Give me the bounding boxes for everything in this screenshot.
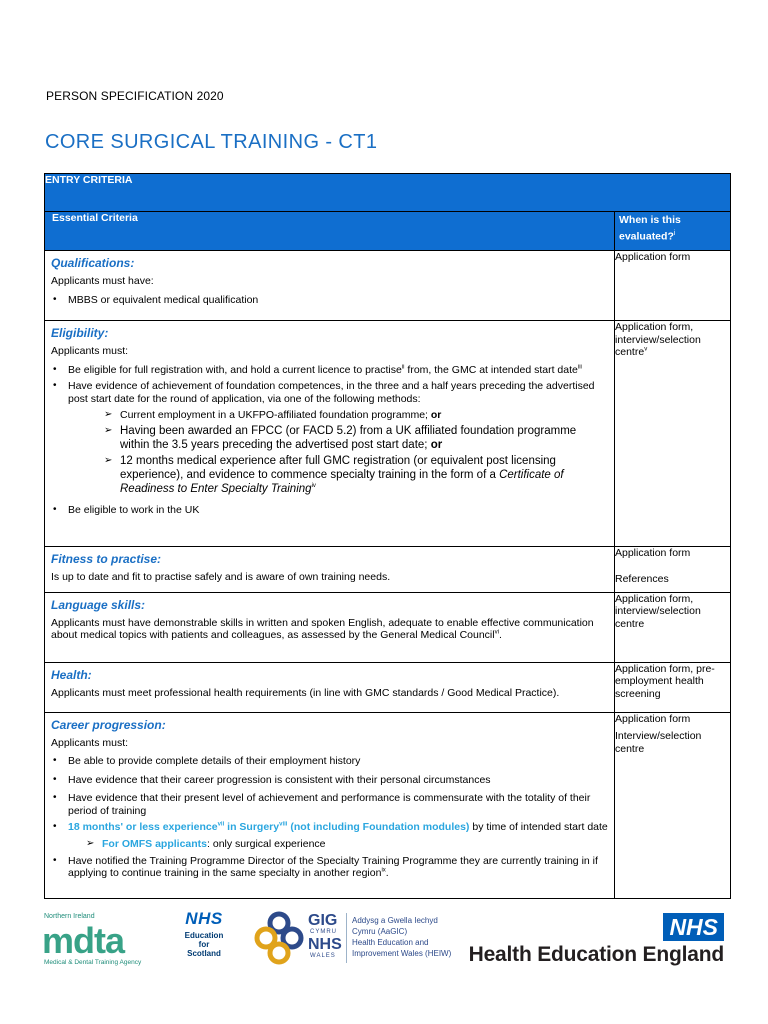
- mdta-logo: Northern Ireland mdta Medical & Dental Training Agency: [42, 913, 142, 966]
- career-title: Career progression:: [51, 717, 166, 732]
- list-item: ➢ For OMFS applicants: only surgical experience: [102, 837, 608, 851]
- health-evaluated: Application form, pre-employment health screening: [615, 662, 731, 712]
- fitness-evaluated: Application form References: [615, 547, 731, 593]
- list-item: • Be eligible to work in the UK: [68, 504, 608, 517]
- qualifications-evaluated: Application form: [615, 251, 731, 321]
- career-evaluated: Application form Interview/selection centre: [615, 712, 731, 898]
- list-item: • 18 months' or less experience$^{vii}$ in Surgery$^{viii}$ (not including Foundation modules) by time of intended start date ➢ For OMFS applicants: only surgical experience: [68, 821, 608, 851]
- heiw-logo: GIG CYMRU NHS WALES Addysg a Gwella Iechyd Cymru (AaGIC) Health Education and Improvement Wales (HEIW): [254, 907, 484, 973]
- list-item: • Have evidence that their career progression is consistent with their personal circumstances: [68, 774, 608, 787]
- health-row: [45, 662, 731, 712]
- list-item: ➢ 12 months medical experience after full GMC registration (or equivalent post licensing experience), and evidence to commence specialty training in the form of a Certificate of Readiness to Enter Specialty Training$^{iv}$: [120, 454, 608, 496]
- language-title: Language skills:: [51, 597, 146, 612]
- eligibility-title: Eligibility:: [51, 326, 109, 340]
- career-row: [45, 712, 731, 898]
- person-specification-table: [44, 173, 731, 899]
- language-row: [45, 592, 731, 662]
- fitness-text: Is up to date and fit to practise safely and is aware of own training needs.: [51, 571, 391, 583]
- evaluated-header: When is this evaluated?$^i$: [615, 212, 731, 251]
- health-title: Health:: [51, 667, 92, 682]
- qualifications-title: Qualifications:: [51, 256, 135, 270]
- list-item: • MBBS or equivalent medical qualification: [68, 294, 608, 307]
- essential-criteria-header: Essential Criteria: [45, 212, 615, 251]
- document-title: CORE SURGICAL TRAINING - CT1: [45, 131, 378, 153]
- list-item: • Have evidence of achievement of foundation competences, in the three and a half years preceding the advertised post start date for the round of application, via one of the following methods: ➢ Current employment in a UKFPO-affiliated foundation programme; or ➢ Having been awarded an FPCC (or FACD 5.2) from a UK affiliated foundation programme within the 3.5 years preceding the advertised post start date; or ➢ 12 months medical experience after full GMC registration (or equivalent post licensing experience), and evidence to commence specialty training in the form of a Certificate of Readiness to Enter Specialty Training$^{iv}$: [68, 380, 608, 496]
- list-item: ➢ Current employment in a UKFPO-affiliated foundation programme; or: [120, 408, 608, 422]
- fitness-row: [45, 547, 731, 593]
- language-evaluated: Application form, interview/selection centre: [615, 592, 731, 662]
- language-text: Applicants must have demonstrable skills in written and spoken English, adequate to enable effective communication about medical topics with patients and colleagues, as assessed by the General Medical Council$^{vi}$.: [51, 616, 594, 641]
- document-heading: PERSON SPECIFICATION 2020: [46, 89, 224, 103]
- health-text: Applicants must meet professional health requirements (in line with GMC standards / Good Medical Practice).: [51, 686, 560, 699]
- list-item: ➢ Having been awarded an FPCC (or FACD 5.2) from a UK affiliated foundation programme within the 3.5 years preceding the advertised post start date; or: [120, 424, 608, 452]
- logo-footer: Northern Ireland mdta Medical & Dental Training Agency NHS Education for Scotland GIG CYMRU NHS WALES Addysg a Gwella Iechyd Cymru (AaGIC) Health Education and Improvement Wales (HEIW) NHS Health Education England: [0, 905, 768, 985]
- eligibility-evaluated: Application form, interview/selection centre$^v$: [615, 321, 731, 547]
- eligibility-intro: Applicants must:: [51, 345, 129, 357]
- eligibility-row: [45, 321, 731, 547]
- list-item: • Have notified the Training Programme Director of the Specialty Training Programme they are currently training in if applying to continue training in the same specialty in another region$^{ix}$.: [68, 855, 608, 880]
- nhs-education-scotland-logo: NHS Education for Scotland: [184, 909, 224, 958]
- list-item: • Have evidence that their present level of achievement and performance is commensurate with the totality of their period of training: [68, 792, 608, 817]
- career-intro: Applicants must:: [51, 736, 129, 749]
- list-item: • Be able to provide complete details of their employment history: [68, 755, 608, 768]
- entry-criteria-header: ENTRY CRITERIA: [45, 174, 731, 212]
- fitness-title: Fitness to practise:: [51, 552, 162, 566]
- list-item: • Be eligible for full registration with, and hold a current licence to practise$^{ii}$ from, the GMC at intended start date$^{iii}$: [68, 364, 608, 377]
- heiw-knot-icon: [254, 907, 304, 969]
- qualifications-row: [45, 251, 731, 321]
- qualifications-intro: Applicants must have:: [51, 275, 154, 287]
